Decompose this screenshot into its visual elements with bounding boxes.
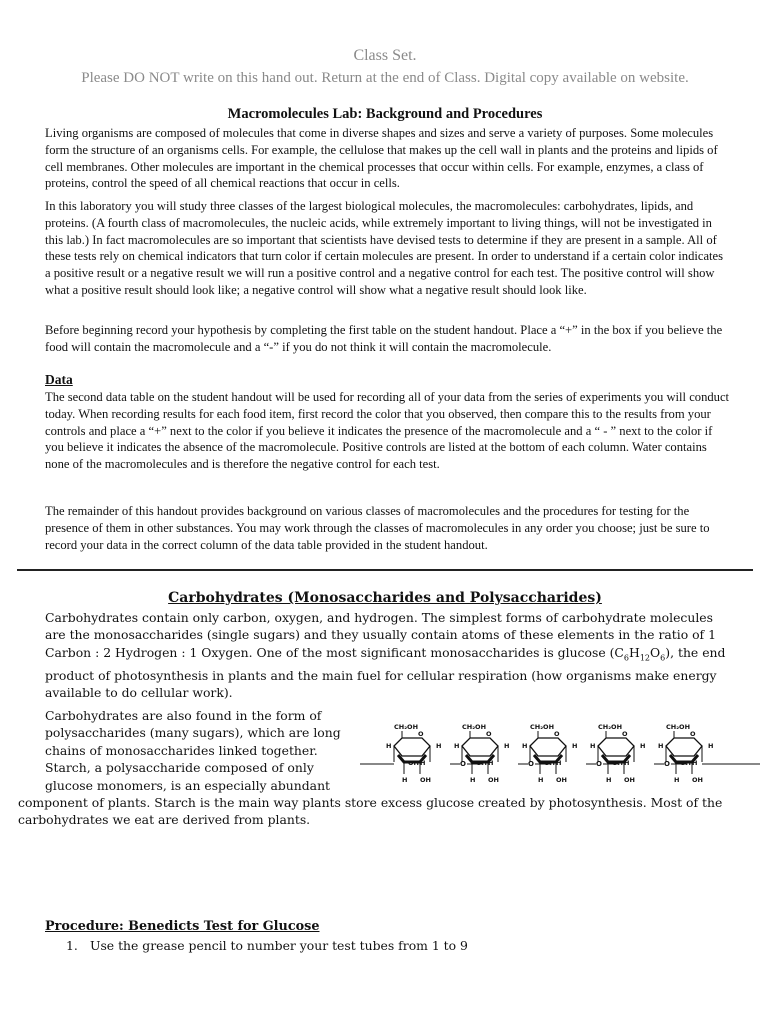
carbohydrates-title: Carbohydrates (Monosaccharides and Polysaccharides) xyxy=(168,590,602,606)
ring-oxygen-label: O xyxy=(690,730,696,738)
hydrogen-label: H xyxy=(538,776,544,784)
ch2oh-label: CH₂OH xyxy=(530,723,555,731)
glucose-formula-sub-o: 6 xyxy=(660,653,666,663)
bridge-oxygen-label: O xyxy=(528,760,534,768)
carbohydrates-paragraph-1 xyxy=(45,609,735,702)
hydroxyl-label: OH xyxy=(476,759,487,767)
hydroxyl-label: OH xyxy=(624,776,635,784)
hydrogen-label: H xyxy=(658,742,664,750)
hydrogen-label: H xyxy=(708,742,714,750)
hydrogen-label: H xyxy=(674,776,680,784)
hydrogen-label: H xyxy=(504,742,510,750)
hydrogen-label: H xyxy=(590,742,596,750)
ring-oxygen-label: O xyxy=(554,730,560,738)
ring-oxygen-label: O xyxy=(622,730,628,738)
hydroxyl-label: OH xyxy=(420,776,431,784)
procedure-heading-text: Procedure: Benedicts Test for Glucose xyxy=(45,919,320,934)
glucose-monomer xyxy=(530,731,566,774)
hydroxyl-label: OH xyxy=(544,759,555,767)
procedure-step-text: Use the grease pencil to number your test tubes from 1 to 9 xyxy=(90,938,468,953)
intro-paragraph-1: Living organisms are composed of molecules that come in diverse shapes and sizes and serve a variety of purposes. Some molecules form the structure of an organisms cells. For example, the cellulose that makes up the cell wall in plants and the proteins and lipids of cell membranes. Other molecules are important in the chemical processes that occur within cells. For example, enzymes, a class of proteins, control the speed of all chemical reactions that occur in cells. xyxy=(45,126,718,191)
hydrogen-label: H xyxy=(436,742,442,750)
ring-oxygen-label: O xyxy=(486,730,492,738)
hydroxyl-label: OH xyxy=(680,759,691,767)
bridge-oxygen-label: O xyxy=(596,760,602,768)
hydroxyl-label: OH xyxy=(408,759,419,767)
carb-p2-line-4: Starch, a polysaccharide composed of only xyxy=(45,760,314,776)
hydrogen-label: H xyxy=(572,742,578,750)
ring-oxygen-label: O xyxy=(418,730,424,738)
hydrogen-label: H xyxy=(556,759,562,767)
hydrogen-label: H xyxy=(522,742,528,750)
glucose-monomer xyxy=(666,731,702,774)
carb-p2-line-5: glucose monomers, is an especially abundant xyxy=(45,777,331,793)
procedure-step-number: 1. xyxy=(66,938,78,953)
hydrogen-label: H xyxy=(488,759,494,767)
ch2oh-label: CH₂OH xyxy=(462,723,487,731)
bridge-oxygen-label: O xyxy=(664,760,670,768)
hydrogen-label: H xyxy=(454,742,460,750)
glucose-formula-sub-h: 12 xyxy=(639,653,650,663)
procedure-heading xyxy=(45,919,320,934)
hydroxyl-label: OH xyxy=(488,776,499,784)
carb-p2-line-3: chains of monosaccharides linked together. xyxy=(45,742,318,758)
glucose-formula-o: O xyxy=(650,644,661,660)
hydrogen-label: H xyxy=(402,776,408,784)
hydroxyl-label: OH xyxy=(692,776,703,784)
data-paragraph-2: The remainder of this handout provides background on various classes of macromolecules and the procedures for testing for the presence of them in other substances. You may work through the classes of macromolecules in any order you choose; just be sure to record your data in the correct column of the data table provided in the student handout. xyxy=(45,504,710,552)
hydrogen-label: H xyxy=(640,742,646,750)
carb-p1-after: ), the end product of photosynthesis in plants and the main fuel for cellular respiration (how organisms make energy available to do cellular work). xyxy=(45,644,726,701)
data-heading xyxy=(45,372,73,388)
data-heading-text: Data xyxy=(45,372,73,387)
carb-p1-before: Carbohydrates contain only carbon, oxygen, and hydrogen. The simplest forms of carbohydrate molecules are the monosaccharides (single sugars) and they usually contain atoms of these elements in the ratio of 1 Carbon : 2 Hydrogen : 1 Oxygen. One of the most significant monosaccharides is glucose (C xyxy=(45,610,716,660)
bridge-oxygen-label: O xyxy=(460,760,466,768)
hydrogen-label: H xyxy=(692,759,698,767)
carb-p2-line-1: Carbohydrates are also found in the form of xyxy=(45,708,322,723)
glucose-formula-sub-c: 6 xyxy=(623,653,629,663)
hydroxyl-label: OH xyxy=(612,759,623,767)
hydrogen-label: H xyxy=(606,776,612,784)
intro-paragraph-2: In this laboratory you will study three classes of the largest biological molecules, the macromolecules: carbohydrates, lipids, and proteins. (A fourth class of macromolecules, the nucleic acids, while extremely important to living things, will not be investigated in this lab.) In fact macromolecules are so important that scientists have devised tests to determine if they are present in a sample. All of these tests rely on chemical indicators that turn color if certain molecules are present. In order to understand if a certain color indicates a positive result or a negative result we will run a positive control and a negative control for each test. The positive control will show what a positive result should look like; a negative control will show what a negative result should look like. xyxy=(45,199,724,297)
hydrogen-label: H xyxy=(624,759,630,767)
ch2oh-label: CH₂OH xyxy=(666,723,691,731)
class-set-heading: Class Set. xyxy=(353,47,417,64)
starch-structure-diagram xyxy=(360,718,760,792)
carbohydrates-paragraph-2-rest: component of plants. Starch is the main way plants store excess glucose created by photosynthesis. Most of the carbohydrates we eat are derived from plants. xyxy=(18,795,723,828)
hydroxyl-label: OH xyxy=(556,776,567,784)
ch2oh-label: CH₂OH xyxy=(394,723,419,731)
data-paragraph-1: The second data table on the student handout will be used for recording all of your data from the series of experiments you will conduct today. When recording results for each food item, first record the color that you observed, then compare this to the results from your controls and place a “+” next to the color if you believe it indicates the presence of the macromolecule and a “ - ” next to the color if you believe it indicates the absence of the macromolecule. Positive controls are listed at the bottom of each column. Water contains none of the macromolecules and is therefore the negative control for each test. xyxy=(45,390,730,472)
glucose-monomer xyxy=(462,731,498,774)
hydrogen-label: H xyxy=(470,776,476,784)
glucose-monomer xyxy=(598,731,634,774)
section-divider xyxy=(17,569,753,571)
glucose-formula-h: H xyxy=(629,644,640,660)
class-set-notice: Please DO NOT write on this hand out. Return at the end of Class. Digital copy available on website. xyxy=(81,70,689,86)
ch2oh-label: CH₂OH xyxy=(598,723,623,731)
carb-p2-line-2: polysaccharides (many sugars), which are long xyxy=(45,725,341,741)
hydrogen-label: H xyxy=(386,742,392,750)
page-title: Macromolecules Lab: Background and Procedures xyxy=(227,106,543,122)
intro-paragraph-3: Before beginning record your hypothesis by completing the first table on the student handout. Place a “+” in the box if you believe the food will contain the macromolecule and a “-” if you do not think it will contain the macromolecule. xyxy=(45,323,723,354)
procedure-step xyxy=(66,938,468,953)
hydrogen-label: H xyxy=(420,759,426,767)
glucose-monomer xyxy=(394,731,430,774)
